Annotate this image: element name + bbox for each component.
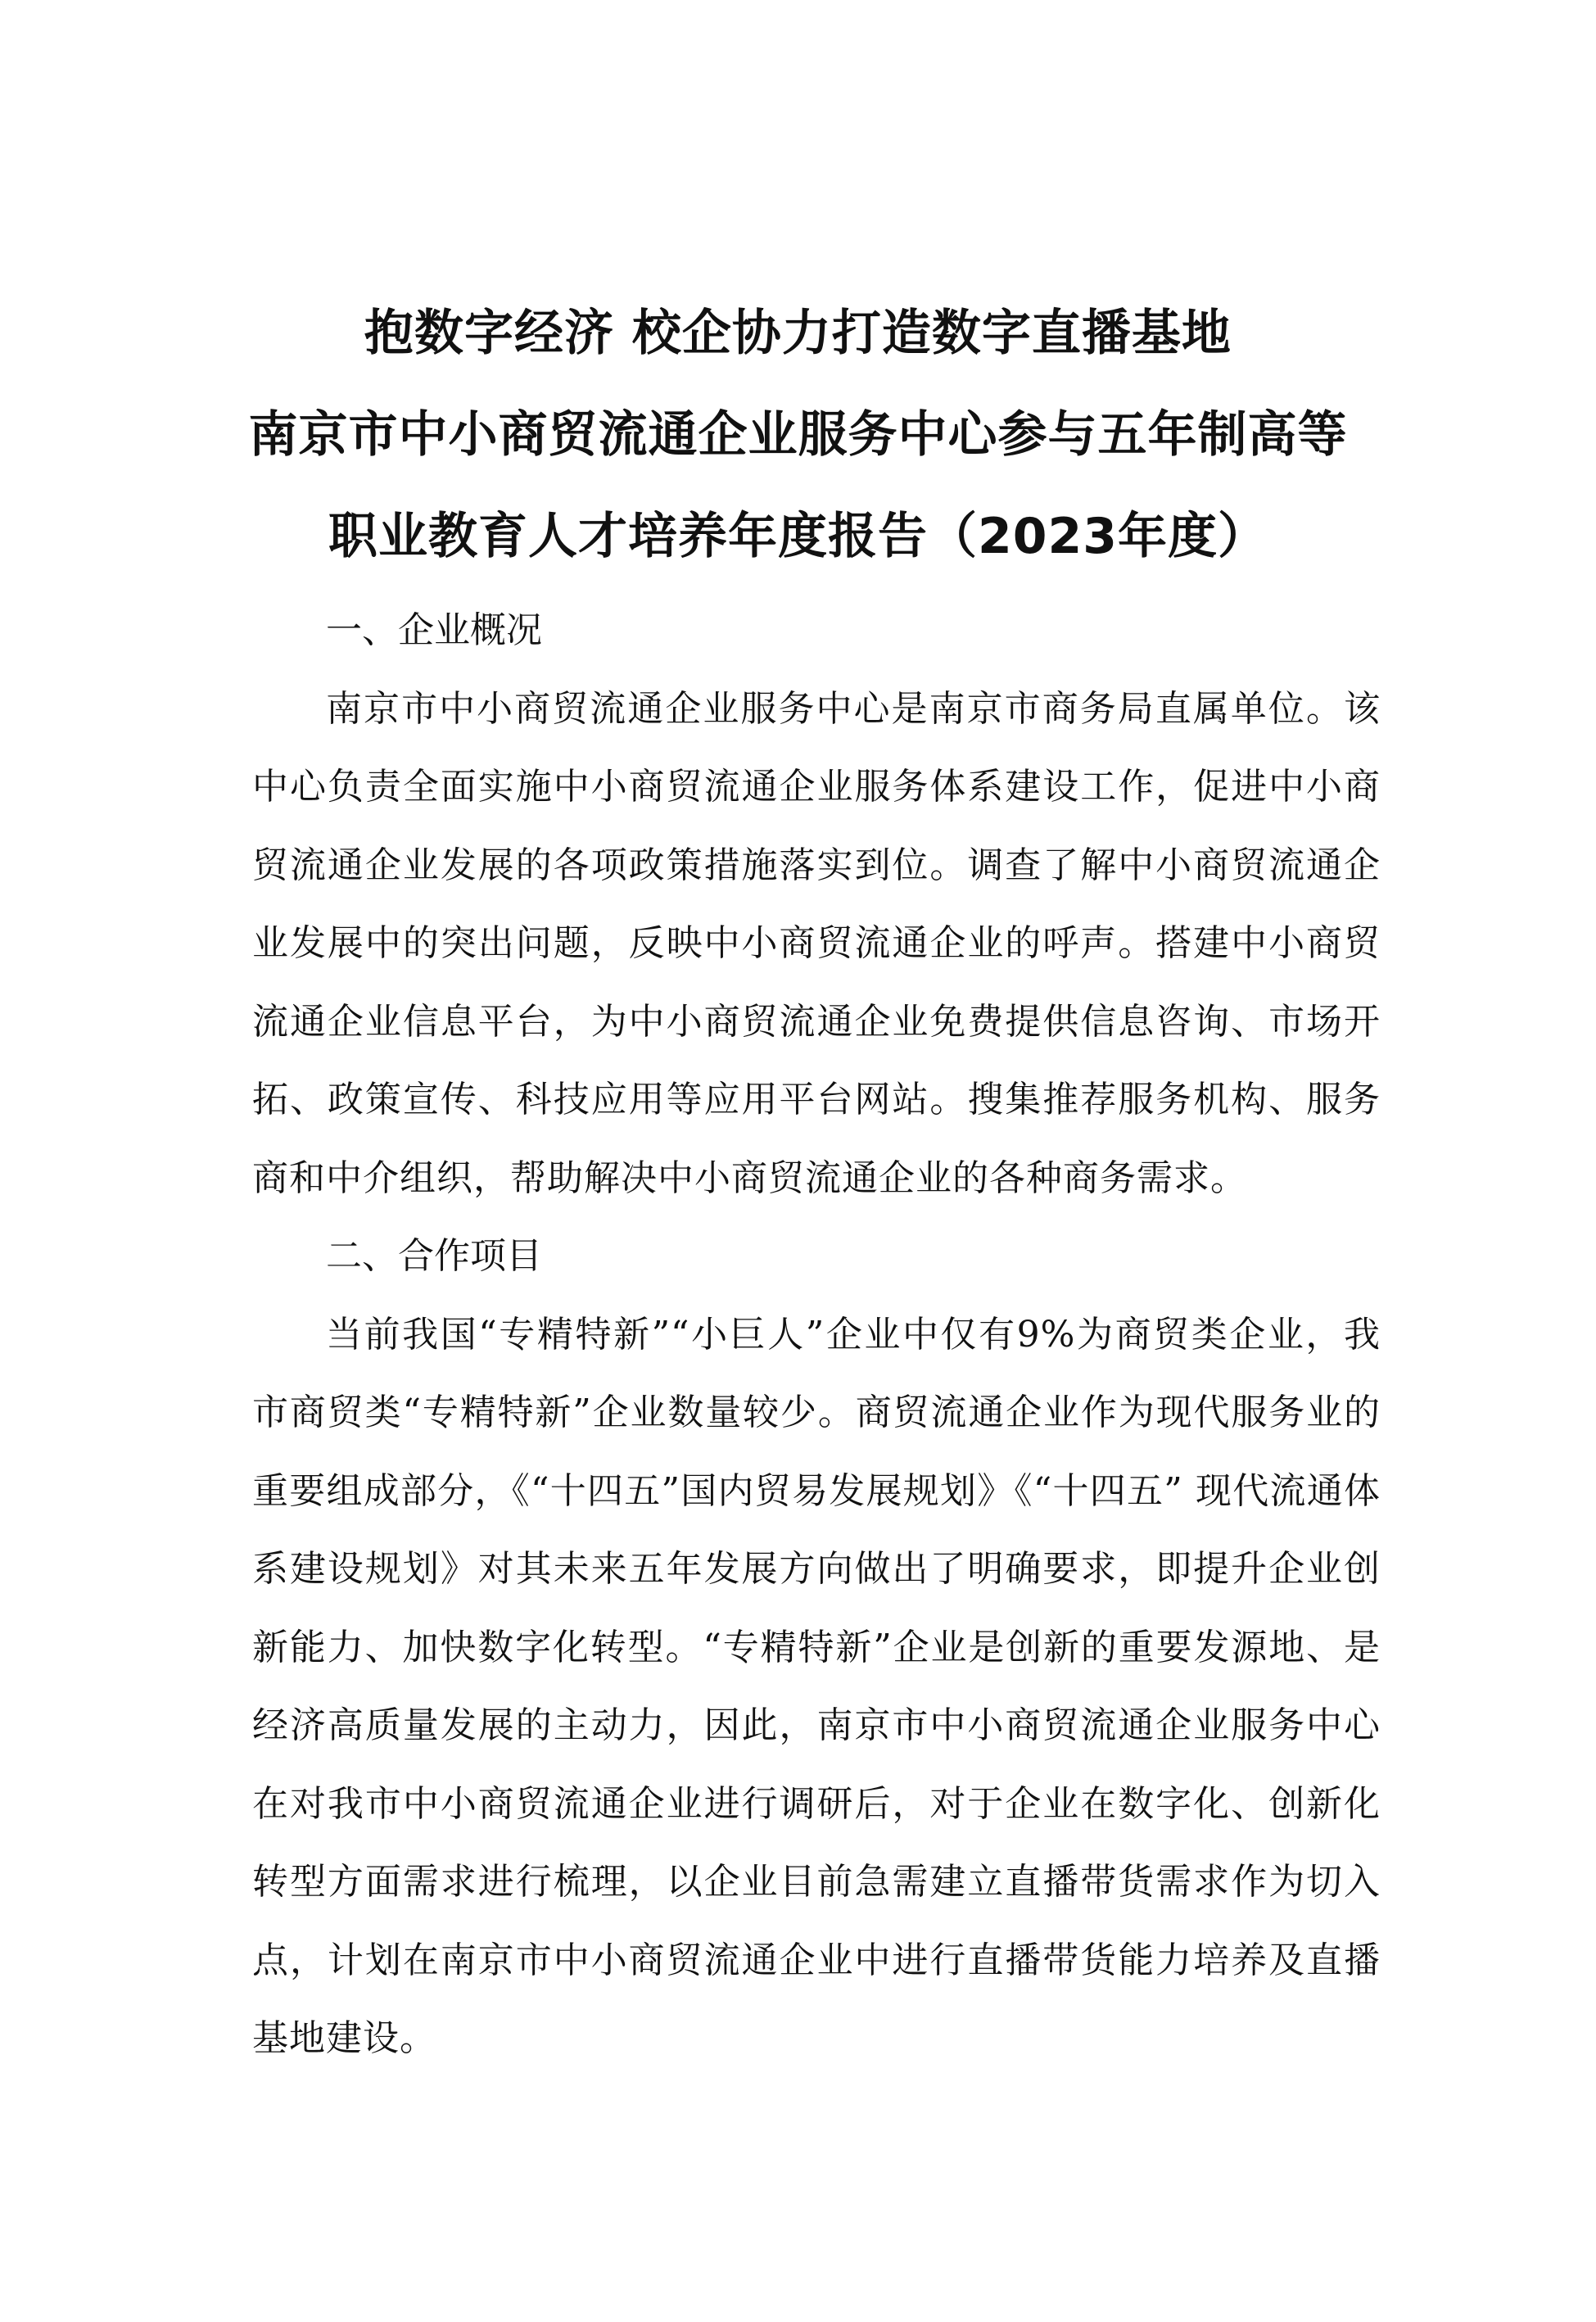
document-title — [0, 283, 1596, 587]
document-body — [252, 591, 1381, 2078]
section-heading-cooperation: 二、合作项目 — [326, 1235, 542, 1277]
title-line-1: 抱数字经济 校企协力打造数字直播基地 — [364, 305, 1232, 362]
title-line-2: 南京市中小商贸流通企业服务中心参与五年制高等 — [248, 406, 1348, 464]
section-heading-overview: 一、企业概况 — [326, 609, 542, 651]
section-paragraph-overview: 南京市中小商贸流通企业服务中心是南京市商务局直属单位。该中心负责全面实施中小商贸流通企业服务体系建设工作，促进中小商贸流通企业发展的各项政策措施落实到位。调查了解中小商贸流通企业发展中的突出问题，反映中小商贸流通企业的呼声。搭建中小商贸流通企业信息平台，为中小商贸流通企业免费提供信息咨询、市场开拓、政策宣传、科技应用等应用平台网站。搜集推荐服务机构、服务商和中介组织，帮助解决中小商贸流通企业的各种商务需求。 — [252, 687, 1381, 1199]
title-line-3: 职业教育人才培养年度报告（2023年度） — [328, 508, 1268, 565]
section-paragraph-cooperation: 当前我国“专精特新”“小巨人”企业中仅有9%为商贸类企业，我市商贸类“专精特新”企业数量较少。商贸流通企业作为现代服务业的重要组成部分，《“十四五”国内贸易发展规划》《“十四五” 现代流通体系建设规划》对其未来五年发展方向做出了明确要求，即提升企业创新能力、加快数字化转型。“专精特新”企业是创新的重要发源地、是经济高质量发展的主动力，因此，南京市中小商贸流通企业服务中心在对我市中小商贸流通企业进行调研后，对于企业在数字化、创新化转型方面需求进行梳理，以企业目前急需建立直播带货需求作为切入点，计划在南京市中小商贸流通企业中进行直播带货能力培养及直播基地建设。 — [252, 1313, 1381, 2059]
